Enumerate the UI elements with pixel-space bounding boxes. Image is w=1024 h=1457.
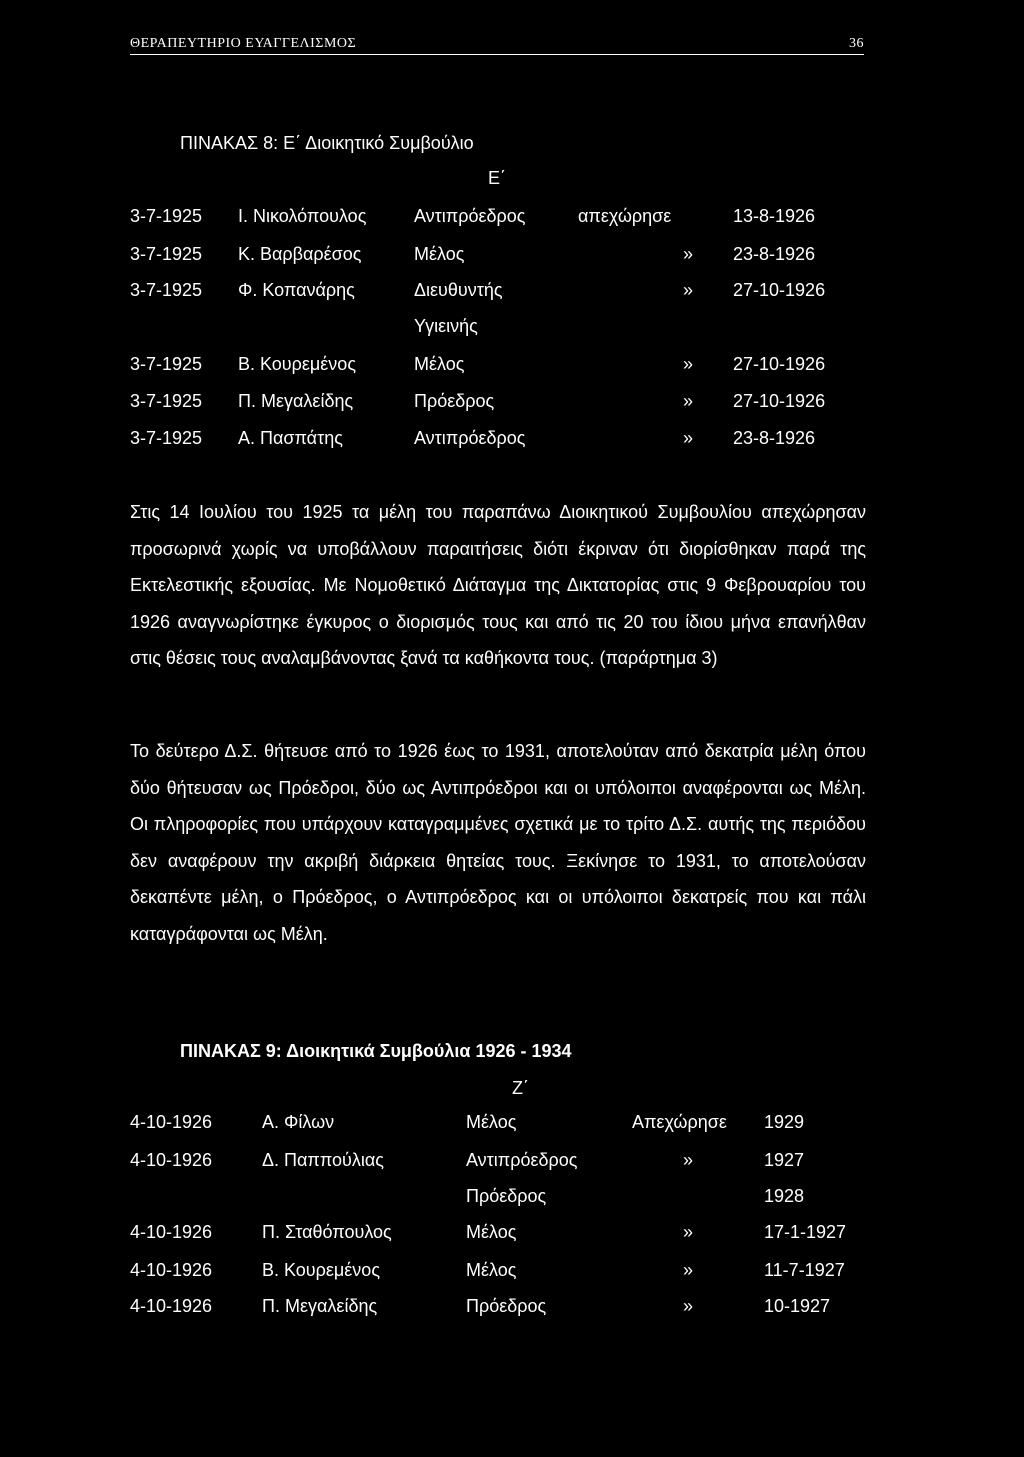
role-cell: Πρόεδρος bbox=[466, 1186, 547, 1206]
name-cell: Α. Πασπάτης bbox=[238, 428, 343, 448]
table-row bbox=[0, 1296, 1024, 1320]
end-date-cell: 1928 bbox=[764, 1186, 805, 1206]
end-date-cell: 1927 bbox=[764, 1150, 805, 1170]
role-cell: Αντιπρόεδρος bbox=[466, 1150, 578, 1170]
date-cell: 4-10-1926 bbox=[130, 1150, 213, 1170]
table9-title: ΠΙΝΑΚΑΣ 9: Διοικητικά Συμβούλια 1926 - 1934 bbox=[180, 1041, 572, 1061]
role-cell: Μέλος bbox=[414, 354, 465, 374]
table8-period: Ε΄ bbox=[488, 168, 506, 188]
name-cell: Β. Κουρεμένος bbox=[238, 354, 356, 374]
end-date-cell: 17-1-1927 bbox=[764, 1222, 847, 1242]
date-cell: 4-10-1926 bbox=[130, 1260, 213, 1280]
table-row bbox=[0, 428, 1024, 452]
name-cell: Α. Φίλων bbox=[262, 1112, 335, 1132]
end-date-cell: 27-10-1926 bbox=[733, 391, 826, 411]
status-cell: » bbox=[683, 244, 694, 264]
end-date-cell: 27-10-1926 bbox=[733, 280, 826, 300]
name-cell: Β. Κουρεμένος bbox=[262, 1260, 380, 1280]
table-row bbox=[0, 1186, 1024, 1210]
end-date-cell: 10-1927 bbox=[764, 1296, 831, 1316]
table8-title: ΠΙΝΑΚΑΣ 8: Ε΄ Διοικητικό Συμβούλιο bbox=[180, 133, 474, 153]
table9-period: Ζ΄ bbox=[512, 1078, 529, 1098]
date-cell: 4-10-1926 bbox=[130, 1222, 213, 1242]
role-cell: Διευθυντής bbox=[414, 280, 503, 300]
paragraph-1-text: Στις 14 Ιουλίου του 1925 τα μέλη του παραπάνω Διοικητικού Συμβουλίου απεχώρησαν προσωρινά χωρίς να υποβάλλουν παραιτήσεις διότι έκριναν ότι διορίσθηκαν παρά της Εκτελεστικής εξουσίας. Με Νομοθετικό Διάταγμα της Δικτατορίας στις 9 Φεβρουαρίου του 1926 αναγνωρίστηκε έγκυρος ο διορισμός τους και από τις 20 του ίδιου μήνα επανήλθαν στις θέσεις τους αναλαμβάνοντας ξανά τα καθήκοντα τους. (παράρτημα 3) bbox=[130, 502, 866, 668]
name-cell: Π. Μεγαλείδης bbox=[238, 391, 354, 411]
date-cell: 3-7-1925 bbox=[130, 391, 203, 411]
date-cell: 4-10-1926 bbox=[130, 1112, 213, 1132]
date-cell: 3-7-1925 bbox=[130, 280, 203, 300]
name-cell: Ι. Νικολόπουλος bbox=[238, 206, 367, 226]
status-cell: » bbox=[683, 428, 694, 448]
table-row bbox=[0, 1112, 1024, 1136]
role-cell: Μέλος bbox=[466, 1112, 517, 1132]
end-date-cell: 23-8-1926 bbox=[733, 428, 816, 448]
date-cell: 3-7-1925 bbox=[130, 244, 203, 264]
table-row bbox=[0, 316, 1024, 340]
date-cell: 3-7-1925 bbox=[130, 354, 203, 374]
status-cell: απεχώρησε bbox=[578, 206, 672, 226]
role-cell: Μέλος bbox=[466, 1260, 517, 1280]
name-cell: Κ. Βαρβαρέσος bbox=[238, 244, 362, 264]
role-cell: Πρόεδρος bbox=[466, 1296, 547, 1316]
name-cell: Φ. Κοπανάρης bbox=[238, 280, 355, 300]
paragraph-2-text: Το δεύτερο Δ.Σ. θήτευσε από το 1926 έως το 1931, αποτελούταν από δεκατρία μέλη όπου δύο θήτευσαν ως Πρόεδροι, δύο ως Αντιπρόεδροι και οι υπόλοιποι αναφέρονται ως Μέλη. Οι πληροφορίες που υπάρχουν καταγραμμένες σχετικά με το τρίτο Δ.Σ. αυτής της περιόδου δεν αναφέρουν την ακριβή διάρκεια θητείας τους. Ξεκίνησε το 1931, το αποτελούσαν δεκαπέντε μέλη, ο Πρόεδρος, ο Αντιπρόεδρος και οι υπόλοιποι δεκατρείς που και πάλι καταγράφονται ως Μέλη. bbox=[130, 741, 866, 944]
table-row bbox=[0, 280, 1024, 304]
table-row bbox=[0, 354, 1024, 378]
status-cell: » bbox=[683, 1296, 694, 1316]
role-cell: Αντιπρόεδρος bbox=[414, 428, 526, 448]
status-cell: » bbox=[683, 1260, 694, 1280]
date-cell: 3-7-1925 bbox=[130, 428, 203, 448]
status-cell: » bbox=[683, 354, 694, 374]
date-cell: 4-10-1926 bbox=[130, 1296, 213, 1316]
role-cell: Μέλος bbox=[466, 1222, 517, 1242]
paragraph-2 bbox=[130, 733, 866, 952]
end-date-cell: 13-8-1926 bbox=[733, 206, 816, 226]
end-date-cell: 23-8-1926 bbox=[733, 244, 816, 264]
status-cell: Απεχώρησε bbox=[632, 1112, 727, 1132]
table-row bbox=[0, 1150, 1024, 1174]
name-cell: Δ. Παππούλιας bbox=[262, 1150, 384, 1170]
name-cell: Π. Μεγαλείδης bbox=[262, 1296, 378, 1316]
end-date-cell: 11-7-1927 bbox=[764, 1260, 845, 1280]
role-cell: Πρόεδρος bbox=[414, 391, 495, 411]
end-date-cell: 1929 bbox=[764, 1112, 805, 1132]
table-row bbox=[0, 1260, 1024, 1284]
status-cell: » bbox=[683, 1150, 694, 1170]
name-cell: Π. Σταθόπουλος bbox=[262, 1222, 392, 1242]
page-number: 36 bbox=[849, 36, 864, 51]
table-row bbox=[0, 1222, 1024, 1246]
role-cell: Μέλος bbox=[414, 244, 465, 264]
table-row bbox=[0, 244, 1024, 268]
end-date-cell: 27-10-1926 bbox=[733, 354, 826, 374]
role-cell: Υγιεινής bbox=[414, 316, 478, 336]
paragraph-1 bbox=[130, 494, 866, 677]
status-cell: » bbox=[683, 1222, 694, 1242]
page-header bbox=[130, 36, 864, 55]
table-row bbox=[0, 206, 1024, 230]
running-title: ΘΕΡΑΠΕΥΤΗΡΙΟ ΕΥΑΓΓΕΛΙΣΜΟΣ bbox=[130, 36, 357, 51]
table-row bbox=[0, 391, 1024, 415]
status-cell: » bbox=[683, 280, 694, 300]
role-cell: Αντιπρόεδρος bbox=[414, 206, 526, 226]
date-cell: 3-7-1925 bbox=[130, 206, 203, 226]
status-cell: » bbox=[683, 391, 694, 411]
